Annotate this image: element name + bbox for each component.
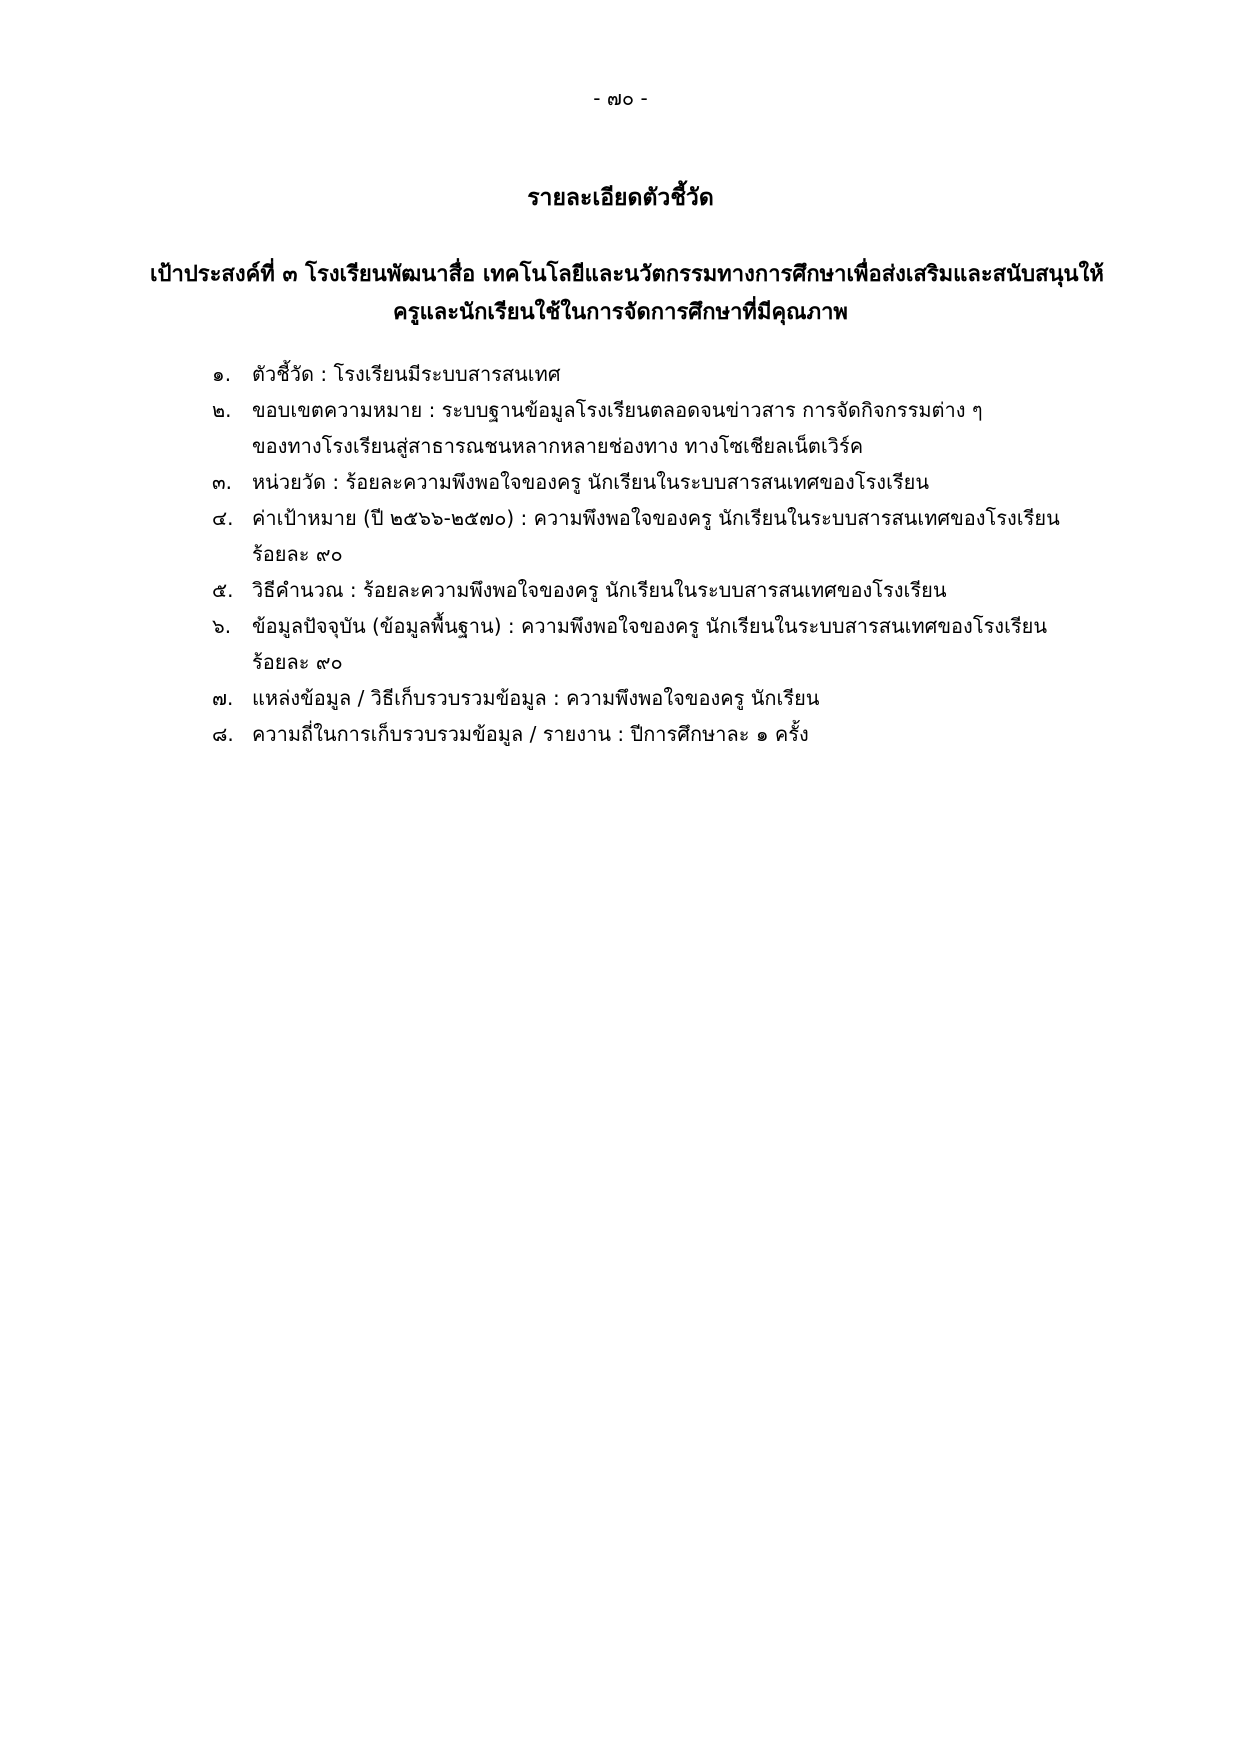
list-item: [212, 608, 1112, 680]
item-text: ตัวชี้วัด : โรงเรียนมีระบบสารสนเทศ: [252, 362, 561, 386]
list-item: [212, 680, 1112, 716]
item-number: ๗.: [212, 686, 234, 710]
item-text-continued: ร้อยละ ๙๐: [252, 542, 343, 566]
item-text: วิธีคำนวณ : ร้อยละความพึงพอใจของครู นักเรียนในระบบสารสนเทศของโรงเรียน: [252, 578, 947, 602]
item-number: ๘.: [212, 722, 234, 746]
item-text: ค่าเป้าหมาย (ปี ๒๕๖๖-๒๕๗๐) : ความพึงพอใจของครู นักเรียนในระบบสารสนเทศของโรงเรียน: [252, 506, 1060, 530]
item-number: ๑.: [212, 362, 232, 386]
list-item: [212, 716, 1112, 752]
goal-line-1: เป้าประสงค์ที่ ๓ โรงเรียนพัฒนาสื่อ เทคโนโลยีและนวัตกรรมทางการศึกษาเพื่อส่งเสริมและสนับสนุนให้: [150, 262, 1104, 287]
list-item: [212, 500, 1112, 572]
item-text: ความถี่ในการเก็บรวบรวมข้อมูล / รายงาน : ปีการศึกษาละ ๑ ครั้ง: [252, 722, 809, 746]
item-number: ๕.: [212, 578, 234, 602]
list-item: [212, 392, 1112, 464]
list-item: [212, 464, 1112, 500]
goal-line-2: ครูและนักเรียนใช้ในการจัดการศึกษาที่มีคุณภาพ: [393, 300, 848, 325]
page-number: - ๗๐ -: [593, 86, 648, 110]
item-number: ๖.: [212, 614, 232, 638]
document-title: รายละเอียดตัวชี้วัด: [527, 185, 714, 211]
list-item: [212, 356, 1112, 392]
list-item: [212, 572, 1112, 608]
item-number: ๓.: [212, 470, 233, 494]
item-text: แหล่งข้อมูล / วิธีเก็บรวบรวมข้อมูล : ความพึงพอใจของครู นักเรียน: [252, 686, 820, 710]
item-text: ข้อมูลปัจจุบัน (ข้อมูลพื้นฐาน) : ความพึงพอใจของครู นักเรียนในระบบสารสนเทศของโรงเรียน: [252, 614, 1048, 638]
indicator-detail-list: [212, 356, 1112, 752]
item-text-continued: ร้อยละ ๙๐: [252, 650, 343, 674]
item-text: ขอบเขตความหมาย : ระบบฐานข้อมูลโรงเรียนตลอดจนข่าวสาร การจัดกิจกรรมต่าง ๆ: [252, 398, 983, 422]
item-text-continued: ของทางโรงเรียนสู่สาธารณชนหลากหลายช่องทาง ทางโซเชียลเน็ตเวิร์ค: [252, 434, 864, 458]
item-number: ๒.: [212, 398, 232, 422]
item-number: ๔.: [212, 506, 234, 530]
goal-heading: [150, 256, 1104, 332]
item-text: หน่วยวัด : ร้อยละความพึงพอใจของครู นักเรียนในระบบสารสนเทศของโรงเรียน: [252, 470, 930, 494]
